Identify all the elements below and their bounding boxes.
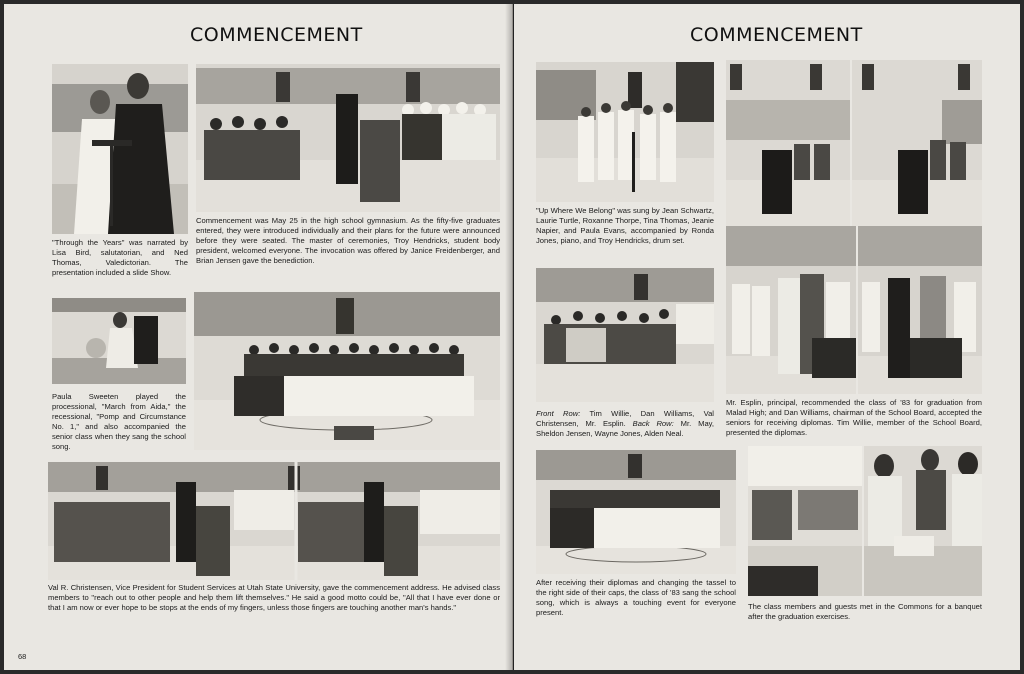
photo-school-song — [536, 450, 736, 574]
photo-commencement-speaker — [48, 462, 500, 580]
photo-organist — [52, 298, 186, 384]
caption-gymnasium: Commencement was May 25 in the high school gymnasium. As the fifty-five graduates entered, they were introduced individually and their plans for the future were announced before they were seated. The master of ceremonies, Troy Hendricks, student body president, welcomed everyone. The invocation was offered by Janice Freidenberger, and Brian Jensen gave the benediction. — [196, 216, 500, 265]
photo-seated-class — [194, 292, 500, 450]
caption-tassel: After receiving their diplomas and changing the tassel to the right side of their caps, the class of '83 sang the school song, which is always a touching event for everyone present. — [536, 578, 736, 617]
caption-song: "Up Where We Belong" was sung by Jean Schwartz, Laurie Turtle, Roxanne Thorpe, Tina Thomas, Jeanie Napier, and Paula Evans, accompanied by Ronda Jones, piano, and Troy Hendricks, drum set. — [536, 206, 714, 245]
caption-diplomas: Mr. Esplin, principal, recommended the class of '83 for graduation from Malad High; and Dan Williams, chairman of the School Board, accepted the seniors for receiving diplomas. Tim Willie, member of the School Board, presented the diplomas. — [726, 398, 982, 437]
photo-diploma-right — [858, 226, 982, 394]
photo-podium-left — [726, 60, 850, 226]
caption-speaker: Val R. Christensen, Vice President for Student Services at Utah State University, gave the commencement address. He advised class members to "reach out to other people and help them lift themselves." He said a good motto could be, "All that I have ever done or that I am now or ever hope to be stops at the ends of my fingers, unless those fingers are touching another man's hands." — [48, 583, 500, 612]
back-row-label: Back Row: — [632, 419, 674, 428]
page-number: 68 — [18, 652, 27, 661]
caption-organist: Paula Sweeten played the processional, "March from Aida," the recessional, "Pomp and Circumstance No. 1," and also accompanied the senior class when they sang the school song. — [52, 392, 186, 451]
caption-banquet: The class members and guests met in the Commons for a banquet after the graduation exercises. — [748, 602, 982, 621]
right-page-heading: COMMENCEMENT — [690, 24, 863, 46]
photo-banquet-left — [748, 446, 862, 596]
photo-officials — [536, 268, 714, 402]
photo-narrators — [52, 64, 188, 234]
front-row-label: Front Row: — [536, 409, 581, 418]
left-page — [4, 4, 513, 670]
caption-narrators: "Through the Years" was narrated by Lisa Bird, salutatorian, and Ned Thomas, Valedictorian. The presentation included a slide Show. — [52, 238, 188, 277]
caption-rows — [536, 409, 714, 439]
photo-diploma-left — [726, 226, 856, 394]
right-page — [514, 4, 1020, 670]
back-row-names: Mr. May, Sheldon Jensen, Wayne Jones, Alden Neal. — [536, 419, 715, 438]
front-row-names: Tim Willie, Dan Williams, Val Christensen, Mr. Esplin. — [536, 409, 714, 428]
photo-podium-right — [852, 60, 982, 226]
photo-gymnasium-graduates — [196, 64, 500, 212]
photo-singers — [536, 62, 714, 202]
left-page-heading: COMMENCEMENT — [190, 24, 363, 46]
photo-banquet-right — [864, 446, 982, 596]
